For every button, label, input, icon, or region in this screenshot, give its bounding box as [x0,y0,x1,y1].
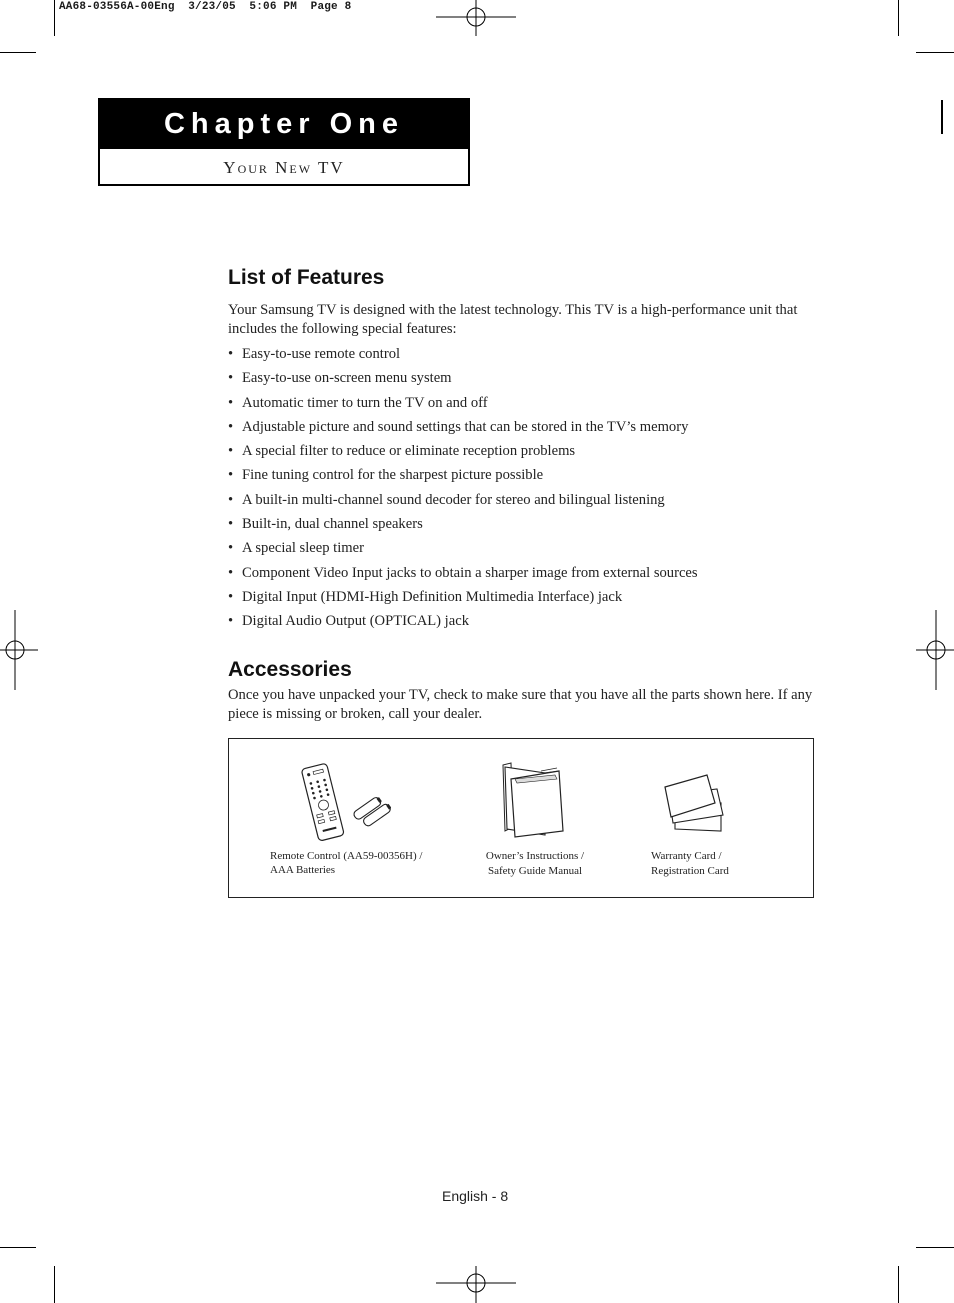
list-item [228,612,848,636]
list-item [228,491,848,515]
warranty-cards-icon [661,773,733,835]
bullet-marker: • [228,467,234,484]
accessories-intro: Once you have unpacked your TV, check to make sure that you have all the parts shown here. If any piece is missing or broken, call your dealer. [228,687,813,722]
bullet-marker: • [228,516,234,533]
bullet-marker: • [228,346,234,362]
features-heading: List of Features [228,266,385,289]
list-item-text: Automatic timer to turn the TV on and off [242,394,488,411]
list-item-text: A special filter to reduce or eliminate reception problems [242,443,576,460]
bullet-marker: • [228,588,234,605]
list-item-text: Adjustable picture and sound settings that can be stored in the TV’s memory [242,418,689,435]
list-item [228,539,848,563]
registration-mark-right-icon [916,610,954,690]
chapter-title: Chapter One [100,100,468,149]
bullet-marker: • [228,540,234,557]
list-item [228,564,848,588]
list-item-text: A special sleep timer [242,540,364,557]
bullet-marker: • [228,564,234,581]
list-item [228,394,848,418]
accessory-label-manual: Owner’s Instructions / Safety Guide Manual [485,850,585,877]
bullet-marker: • [228,443,234,460]
list-item [228,466,848,490]
bullet-marker: • [228,491,234,508]
features-list [228,345,848,637]
bullet-marker: • [228,394,234,411]
registration-mark-top-icon [436,0,516,38]
manual-booklet-icon [497,761,569,841]
list-item-text: Fine tuning control for the sharpest picture possible [242,467,544,484]
registration-mark-left-icon [0,610,38,690]
page-number: English - 8 [442,1188,509,1204]
remote-control-and-batteries-icon [301,759,391,841]
accessories-heading: Accessories [228,658,352,681]
list-item-text: Easy-to-use remote control [242,346,401,362]
bullet-marker: • [228,613,234,630]
list-item [228,345,848,369]
list-item-text: Digital Input (HDMI-High Definition Multimedia Interface) jack [242,588,623,605]
list-item-text: Component Video Input jacks to obtain a sharper image from external sources [242,564,698,581]
chapter-header [98,98,470,186]
list-item-text: Built-in, dual channel speakers [242,516,423,533]
list-item-text: Digital Audio Output (OPTICAL) jack [242,613,469,630]
print-header: AA68-03556A-00Eng 3/23/05 5:06 PM Page 8 [59,1,352,13]
list-item [228,515,848,539]
accessory-label-warranty: Warranty Card / Registration Card [651,850,729,877]
list-item [228,588,848,612]
accessories-box [228,738,814,898]
list-item [228,442,848,466]
list-item [228,369,848,393]
accessory-label-remote: Remote Control (AA59-00356H) / AAA Batteries [270,850,423,876]
chapter-subtitle: Your New TV [223,157,345,177]
list-item-text: Easy-to-use on-screen menu system [242,370,452,387]
bullet-marker: • [228,418,234,435]
features-intro: Your Samsung TV is designed with the latest technology. This TV is a high-performance unit that includes the following special features: [228,302,798,337]
registration-mark-bottom-icon [436,1266,516,1303]
list-item-text: A built-in multi-channel sound decoder for stereo and bilingual listening [242,491,665,508]
list-item [228,418,848,442]
bullet-marker: • [228,370,234,387]
